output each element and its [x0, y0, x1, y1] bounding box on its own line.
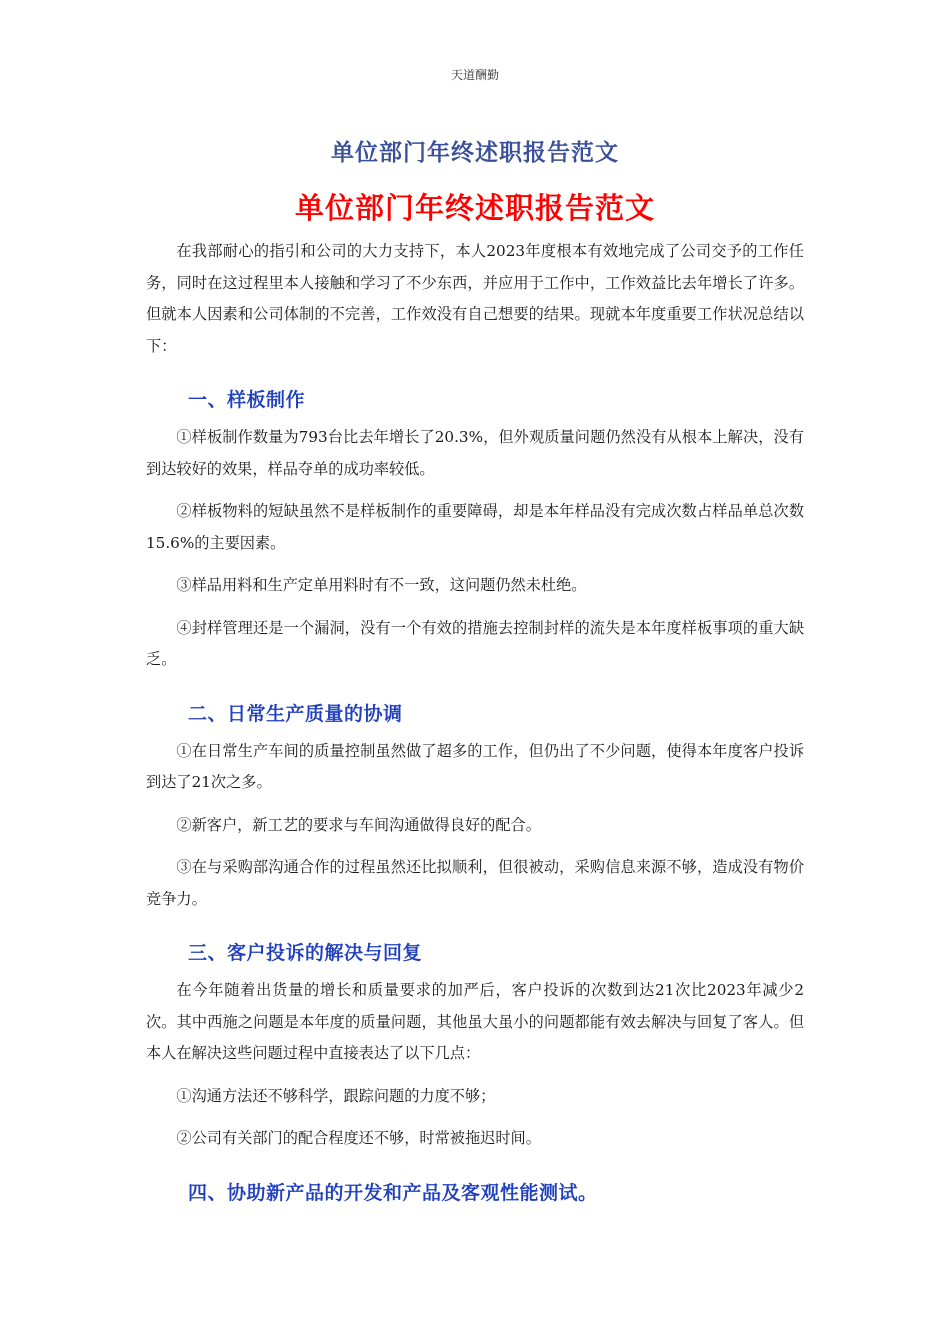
section-heading-4: 四、协助新产品的开发和产品及客观性能测试。 — [188, 1181, 598, 1204]
section-2-paragraph-2: ②新客户，新工艺的要求与车间沟通做得良好的配合。 — [176, 815, 541, 834]
section-2-paragraph-3: ③在与采购部沟通合作的过程虽然还比拟顺利，但很被动，采购信息来源不够，造成没有物价竞争力。 — [146, 858, 804, 908]
intro-paragraph: 在我部耐心的指引和公司的大力支持下，本人2023年度根本有效地完成了公司交予的工作任务，同时在这过程里本人接触和学习了不少东西，并应用于工作中，工作效益比去年增长了许多。但就本人因素和公司体制的不完善，工作效没有自己想要的结果。现就本年度重要工作状况总结以下： — [146, 242, 804, 355]
section-1-paragraph-3: ③样品用料和生产定单用料时有不一致，这问题仍然未杜绝。 — [176, 576, 587, 594]
section-3-paragraph-3: ②公司有关部门的配合程度还不够，时常被拖迟时间。 — [176, 1129, 541, 1147]
section-3-paragraph-1: 在今年随着出货量的增长和质量要求的加严后，客户投诉的次数到达21次比2023年减少2次。其中西施之问题是本年度的质量问题，其他虽大虽小的问题都能有效去解决与回复了客人。但本人在解决这些问题过程中直接表达了以下几点： — [146, 981, 804, 1062]
document-title: 单位部门年终述职报告范文 — [331, 140, 619, 166]
document-subtitle: 单位部门年终述职报告范文 — [294, 191, 655, 225]
page-header: 天道酬勤 — [450, 68, 499, 82]
section-heading-1: 一、样板制作 — [188, 389, 306, 411]
document-body — [146, 236, 804, 1215]
section-heading-3: 三、客户投诉的解决与回复 — [188, 942, 423, 964]
section-3-paragraph-2: ①沟通方法还不够科学，跟踪问题的力度不够； — [176, 1086, 496, 1105]
section-2-paragraph-1: ①在日常生产车间的质量控制虽然做了超多的工作，但仍出了不少问题，使得本年度客户投诉到达了21次之多。 — [146, 741, 804, 791]
section-heading-2: 二、日常生产质量的协调 — [188, 702, 403, 725]
section-1-paragraph-2: ②样板物料的短缺虽然不是样板制作的重要障碍，却是本年样品没有完成次数占样品单总次数15.6%的主要因素。 — [146, 502, 804, 552]
section-1-paragraph-4: ④封样管理还是一个漏洞，没有一个有效的措施去控制封样的流失是本年度样板事项的重大缺乏。 — [146, 618, 804, 668]
section-1-paragraph-1: ①样板制作数量为793台比去年增长了20.3%，但外观质量问题仍然没有从根本上解决，没有到达较好的效果，样品夺单的成功率较低。 — [146, 428, 804, 478]
